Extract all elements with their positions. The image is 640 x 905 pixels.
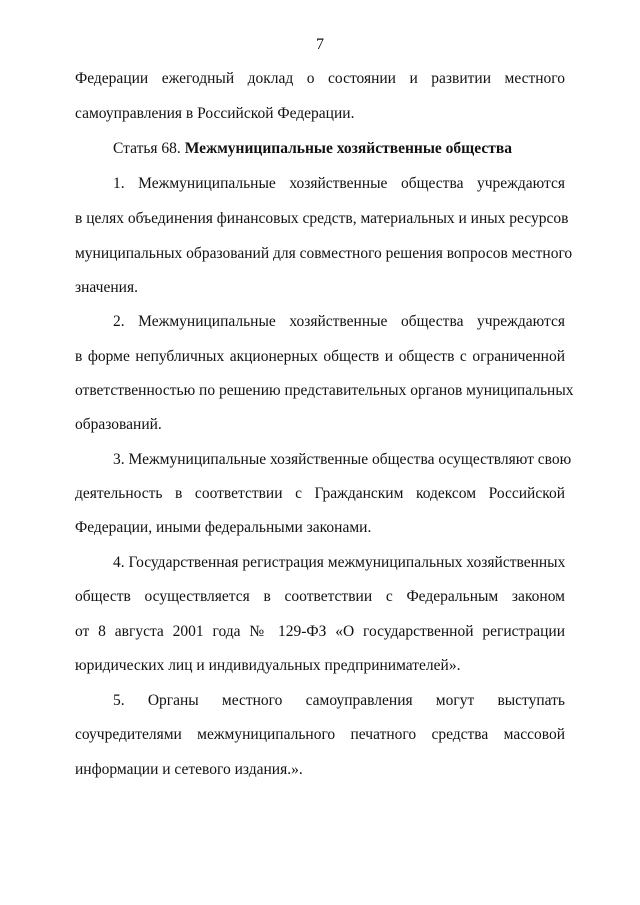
intro-line-2: самоуправления в Российской Федерации. bbox=[75, 105, 355, 122]
article-heading bbox=[113, 139, 565, 159]
paragraph-5-line-1: 5. Органы местного самоуправления могут выступать bbox=[113, 692, 565, 709]
paragraph-4-line-3: от 8 августа 2001 года № 129-ФЗ «О государственной регистрации bbox=[75, 623, 565, 640]
paragraph-4-line-4: юридических лиц и индивидуальных предпринимателей». bbox=[75, 657, 461, 674]
paragraph-1-line-4: значения. bbox=[75, 279, 138, 296]
paragraph-2-line-2: в форме непубличных акционерных обществ и обществ с ограниченной bbox=[75, 348, 565, 365]
article-prefix: Статья 68. bbox=[113, 140, 185, 157]
paragraph-1-line-3: муниципальных образований для совместного решения вопросов местного bbox=[75, 245, 573, 262]
paragraph-2-line-3: ответственностью по решению представительных органов муниципальных bbox=[75, 382, 574, 399]
paragraph-1-line-1: 1. Межмуниципальные хозяйственные общества учреждаются bbox=[113, 175, 565, 192]
paragraph-2-line-4: образований. bbox=[75, 416, 162, 433]
page-number: 7 bbox=[316, 36, 324, 53]
paragraph-1-line-2: в целях объединения финансовых средств, материальных и иных ресурсов bbox=[75, 210, 569, 227]
paragraph-5-line-3: информации и сетевого издания.». bbox=[75, 761, 303, 778]
paragraph-3-line-3: Федерации, иными федеральными законами. bbox=[75, 519, 372, 536]
paragraph-4-line-2: обществ осуществляется в соответствии с Федеральным законом bbox=[75, 588, 565, 605]
article-title: Межмуниципальные хозяйственные общества bbox=[184, 140, 512, 157]
paragraph-4-line-1: 4. Государственная регистрация межмуниципальных хозяйственных bbox=[113, 554, 566, 571]
paragraph-5-line-2: соучредителями межмуниципального печатного средства массовой bbox=[75, 726, 565, 743]
paragraph-2-line-1: 2. Межмуниципальные хозяйственные общества учреждаются bbox=[113, 313, 565, 330]
paragraph-3-line-1: 3. Межмуниципальные хозяйственные общества осуществляют свою bbox=[113, 451, 572, 468]
intro-line-1: Федерации ежегодный доклад о состоянии и развитии местного bbox=[75, 70, 565, 87]
paragraph-3-line-2: деятельность в соответствии с Гражданским кодексом Российской bbox=[75, 485, 565, 502]
